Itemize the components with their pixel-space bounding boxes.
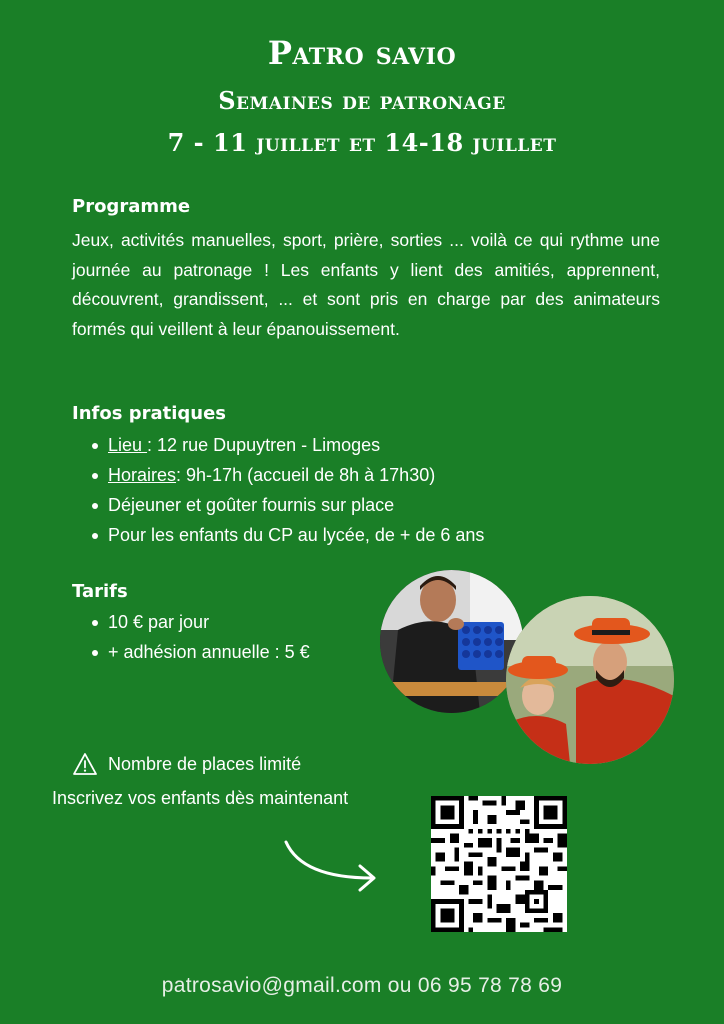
limited-places-notice xyxy=(72,752,301,776)
limited-places-text: Nombre de places limité xyxy=(108,753,302,774)
page-title: Patro savio xyxy=(267,34,457,72)
age-text: Pour les enfants du CP au lycée, de + de 6 ans xyxy=(108,525,485,545)
list-item xyxy=(90,430,484,460)
lieu-label: Lieu xyxy=(108,435,148,455)
list-item xyxy=(90,490,484,520)
contact-line: patrosavio@gmail.com ou 06 95 78 78 69 xyxy=(161,974,563,997)
tarifs-heading: Tarifs xyxy=(72,581,128,602)
list-item xyxy=(90,637,310,667)
list-item xyxy=(90,607,310,637)
horaires-value: : 9h-17h (accueil de 8h à 17h30) xyxy=(176,465,436,485)
event-dates: 7 - 11 juillet et 14-18 juillet xyxy=(167,128,557,157)
arrow-icon xyxy=(280,836,384,894)
meals-text: Déjeuner et goûter fournis sur place xyxy=(108,495,395,515)
infos-heading: Infos pratiques xyxy=(72,403,226,424)
list-item xyxy=(90,520,484,550)
lieu-value: : 12 rue Dupuytren - Limoges xyxy=(147,435,381,455)
programme-text: Jeux, activités manuelles, sport, prière, sorties ... voilà ce qui rythme une journée au patronage ! Les enfants y lient des amitiés, apprennent, découvrent, grandissent, ... et sont pris en charge par des animateurs formés qui veillent à leur épanouissement. xyxy=(72,230,660,339)
page-subtitle: Semaines de patronage xyxy=(218,86,506,115)
horaires-label: Horaires xyxy=(108,465,177,485)
warning-icon xyxy=(72,752,98,776)
infos-list xyxy=(90,430,484,550)
tarif-daily: 10 € par jour xyxy=(108,612,210,632)
qr-code[interactable] xyxy=(431,796,567,932)
register-call: Inscrivez vos enfants dès maintenant xyxy=(52,788,349,808)
photo-costumes xyxy=(506,596,674,764)
tarifs-list xyxy=(90,607,310,667)
tarif-annual: + adhésion annuelle : 5 € xyxy=(108,642,310,662)
photo-connect-four xyxy=(380,570,523,713)
list-item xyxy=(90,460,484,490)
programme-heading: Programme xyxy=(72,196,191,217)
